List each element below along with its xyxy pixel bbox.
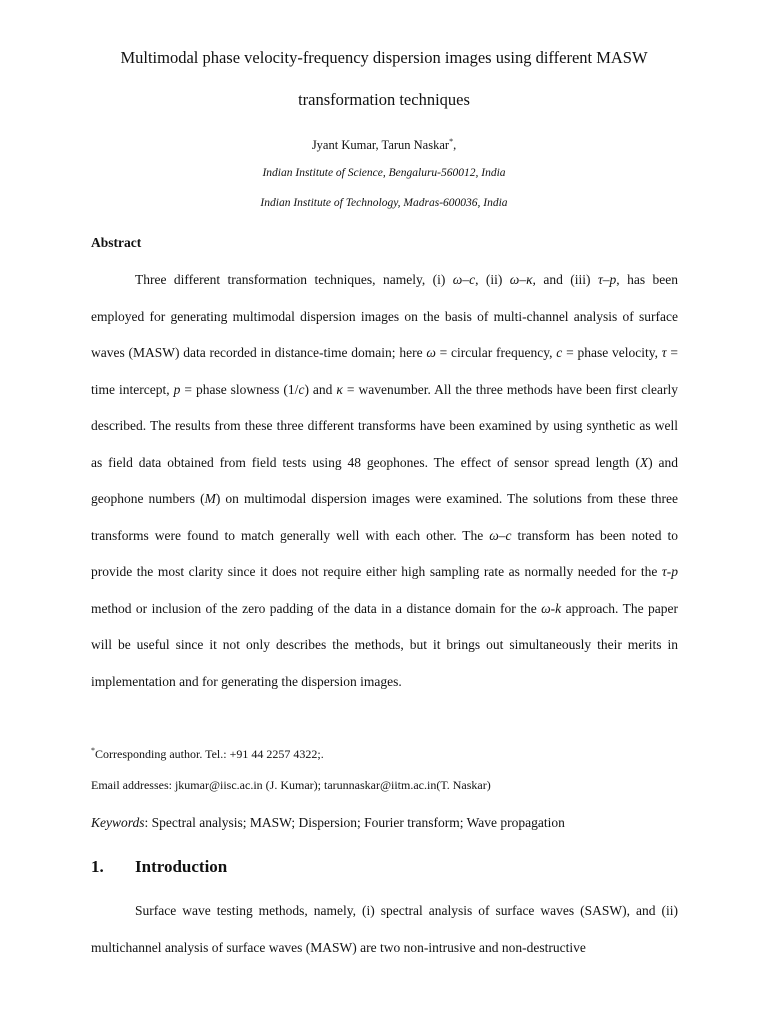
abstract-symbol: X [639, 454, 649, 470]
paper-title-line1: Multimodal phase velocity-frequency dispersion images using different MASW [120, 48, 648, 67]
keywords [91, 815, 565, 831]
abstract-text: = time intercept, [91, 345, 678, 397]
abstract-symbol: ω [426, 345, 436, 360]
abstract-text: = wavenumber. All the three methods have been first clearly described. The results from these three different transforms have been examined by using synthetic as well as field data obtained from field tests using 48 geophones. The effect of sensor spread length ( [91, 381, 678, 470]
abstract-text: , (ii) [475, 272, 510, 287]
abstract-symbol: τ [661, 345, 667, 360]
intro-paragraph: Surface wave testing methods, namely, (i) spectral analysis of surface waves (SASW), and (ii) multichannel analysis of surface waves (MASW) are two non-intrusive and non-destructive [91, 903, 678, 955]
corresponding-mark: * [449, 137, 454, 146]
abstract-text: ) and geophone numbers ( [91, 454, 678, 506]
footnote-text: Corresponding author. Tel.: +91 44 2257 4322;. [95, 747, 324, 761]
abstract-symbol: ω–κ, [509, 272, 536, 287]
author-list [60, 137, 708, 153]
abstract-symbol: ω–c [452, 272, 476, 287]
author-trailing: , [453, 138, 457, 153]
keywords-label: Keywords [91, 815, 145, 830]
abstract-text: ) on multimodal dispersion images were examined. The solutions from these three transforms were found to match generally well with each other. The [91, 491, 678, 543]
section-heading [91, 857, 227, 877]
paper-title-line2: transformation techniques [298, 90, 470, 109]
abstract-body [91, 262, 678, 700]
abstract-text: Three different transformation techniques, namely, (i) [135, 272, 453, 287]
abstract-symbol: M [204, 491, 216, 506]
abstract-text: approach. The paper will be useful since it not only describes the methods, but it brings out simultaneously their merits in implementation and for generating the dispersion images. [91, 600, 678, 689]
abstract-symbol: τ-p [661, 564, 678, 579]
section-number: 1. [91, 857, 104, 876]
keywords-text: : Spectral analysis; MASW; Dispersion; Fourier transform; Wave propagation [144, 815, 565, 830]
abstract-heading: Abstract [91, 235, 142, 250]
abstract-text: = phase velocity, [562, 345, 662, 360]
abstract-text: transform has been noted to provide the most clarity since it does not require either high sampling rate as normally needed for the [91, 527, 678, 579]
abstract-text: and (iii) [535, 272, 598, 287]
abstract-text: = phase slowness (1/ [180, 381, 299, 397]
abstract-symbol: c [298, 381, 305, 397]
abstract-symbol: c [556, 345, 563, 360]
affiliation-2: Indian Institute of Technology, Madras-600036, India [260, 197, 508, 209]
footnote-corresponding [91, 746, 691, 762]
section-title: Introduction [135, 857, 228, 876]
abstract-symbol: ω-k [541, 600, 562, 616]
abstract-text: = circular frequency, [435, 345, 557, 360]
abstract-symbol: p [173, 381, 181, 397]
abstract-text: , has been employed for generating multimodal dispersion images on the basis of multi-channel analysis of surface waves (MASW) data recorded in distance-time domain; here [91, 272, 678, 360]
footnote-mark: * [91, 746, 95, 755]
affiliation-1: Indian Institute of Science, Bengaluru-560012, India [262, 167, 506, 179]
abstract-symbol: τ–p [597, 272, 617, 287]
abstract-symbol: ω–c [489, 527, 512, 543]
abstract-text: ) and [304, 381, 337, 397]
author-names: Jyant Kumar, Tarun Naskar [311, 138, 450, 153]
footnote-email: Email addresses: jkumar@iisc.ac.in (J. Kumar); tarunnaskar@iitm.ac.in(T. Naskar) [91, 778, 491, 792]
abstract-symbol: κ [336, 381, 343, 397]
abstract-text: method or inclusion of the zero padding of the data in a distance domain for the [91, 600, 542, 616]
